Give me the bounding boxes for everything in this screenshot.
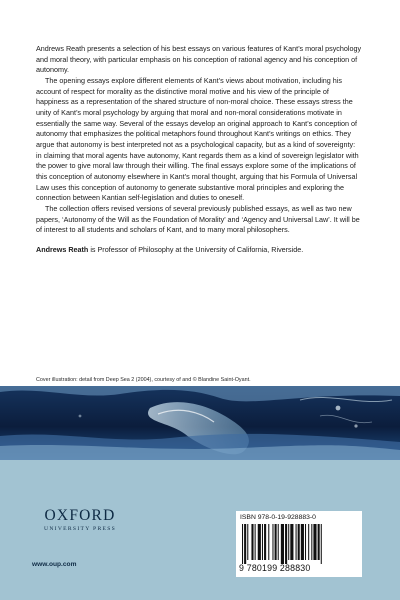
barcode-bar — [255, 524, 256, 560]
barcode-bar — [298, 524, 300, 560]
barcode-bar — [288, 524, 289, 560]
barcode-panel — [236, 511, 362, 577]
author-bio — [36, 245, 362, 256]
barcode-bar — [296, 524, 297, 560]
blurb-text — [36, 44, 362, 255]
barcode-bar — [275, 524, 277, 560]
cover-illustration-credit: Cover illustration: detail from Deep Sea 2 (2004), courtesy of and © Blandine Saint-Oyant. — [36, 377, 251, 383]
barcode-digits: 9 780199 288830 — [239, 563, 311, 573]
barcode-bars — [240, 524, 358, 564]
publisher-website: www.oup.com — [32, 561, 77, 568]
barcode-bar — [247, 524, 248, 560]
barcode-bar — [264, 524, 266, 560]
barcode-bar — [313, 524, 316, 560]
publisher-subtitle: UNIVERSITY PRESS — [43, 525, 117, 532]
barcode-bar — [318, 524, 320, 560]
barcode-bar — [262, 524, 263, 560]
barcode-bar — [242, 524, 243, 564]
blurb-paragraph-2: The opening essays explore different elements of Kant’s views about motivation, including his account of respect for morality as the distinctive moral motive and his view of the principle of happiness as a representation of the shared structure of non-moral choice. These essays stress the unity of Kant’s moral psychology by arguing that moral and non-moral considerations motivate in essentially the same way. Several of the essays develop an original approach to Kant’s conception of autonomy that emphasizes the political metaphors found throughout Kant’s writings on ethics. They argue that autonomy is best interpreted not as a psychological capacity, but as a kind of sovereignty: in claiming that moral agents have autonomy, Kant regards them as a kind of sovereign legislator with the power to give moral law through their willing. The final essays explore some of the implications of this conception of autonomy elsewhere in Kant’s moral thought, arguing that his Formula of Universal Law uses this conception of autonomy to generate substantive moral principles and exploring the connection between Kantian self-legislation and duties to oneself. — [36, 75, 359, 203]
publisher-logo — [30, 508, 130, 532]
barcode-bar — [268, 524, 269, 560]
barcode-bar — [272, 524, 273, 560]
barcode-bar — [251, 524, 253, 560]
author-bio-text: is Professor of Philosophy at the University of California, Riverside. — [88, 244, 304, 254]
barcode-bar — [321, 524, 322, 564]
barcode-bar — [285, 524, 287, 564]
author-name: Andrews Reath — [36, 244, 89, 254]
barcode-bar — [301, 524, 304, 560]
barcode-bar — [311, 524, 312, 560]
barcode-bar — [258, 524, 261, 560]
blurb-paragraph-3: The collection offers revised versions of several previously published essays, as well as two new papers, ‘Autonomy of the Will as the Foundation of Morality’ and ‘Agency and Universal Law’. It will be of interest to all students and scholars of Kant, and to many moral philosophers. — [36, 203, 360, 235]
barcode-bar — [244, 524, 246, 564]
barcode-bar — [281, 524, 284, 564]
isbn-label: ISBN 978-0-19-928883-0 — [240, 514, 316, 521]
barcode-bar — [290, 524, 293, 560]
publisher-name: OXFORD — [44, 507, 116, 524]
cover-artwork — [0, 386, 400, 460]
blurb-paragraph-1: Andrews Reath presents a selection of his best essays on various features of Kant’s moral psychology and moral theory, with particular emphasis on his conception of rational agency and his conception of autonomy. — [36, 44, 362, 75]
barcode-bar — [278, 524, 279, 560]
barcode-bar — [305, 524, 306, 560]
barcode-bar — [308, 524, 309, 560]
